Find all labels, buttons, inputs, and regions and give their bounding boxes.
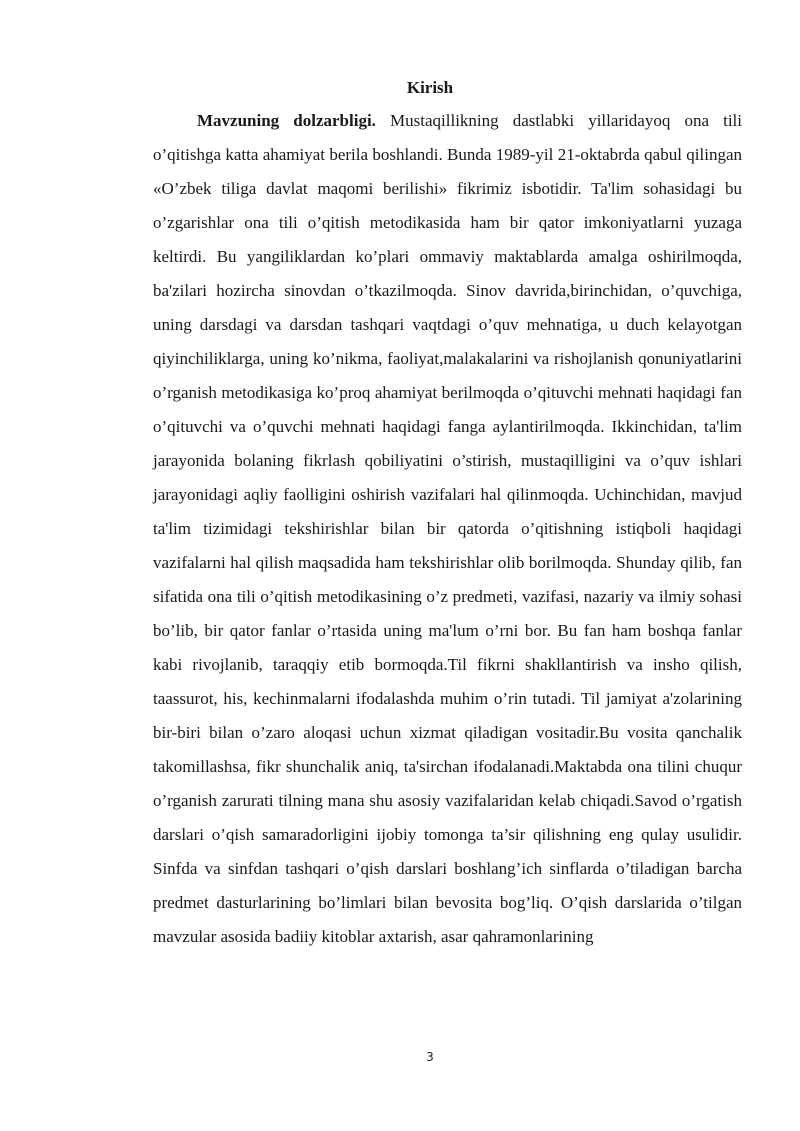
paragraph <box>153 104 742 954</box>
lead-heading: Mavzuning dolzarbligi. <box>197 111 376 130</box>
page-number: 3 <box>426 1050 434 1064</box>
body-text <box>153 104 742 954</box>
paragraph-text: Mustaqillikning dastlabki yillaridayoq ona tili o’qitishga katta ahamiyat berila boshlandi. Bunda 1989-yil 21-oktabrda qabul qilingan «O’zbek tiliga davlat maqomi berilishi» fikrimiz isbotidir. Ta'lim sohasidagi bu o’zgarishlar ona tili o’qitish metodikasida ham bir qator imkoniyatlarni yuzaga keltirdi. Bu yangiliklardan ko’plari ommaviy maktablarda amalga oshirilmoqda, ba'zilari hozircha sinovdan o’tkazilmoqda. Sinov davrida,birinchidan, o’quvchiga, uning darsdagi va darsdan tashqari vaqtdagi o’quv mehnatiga, u duch kelayotgan qiyinchiliklarga, uning ko’nikma, faoliyat,malakalarini va rishojlanish qonuniyatlarini o’rganish metodikasiga ko’proq ahamiyat berilmoqda o’qituvchi mehnati haqidagi fan o’qituvchi va o’quvchi mehnati haqidagi fanga aylantirilmoqda. Ikkinchidan, ta'lim jarayonida bolaning fikrlash qobiliyatini o’stirish, mustaqilligini va o’quv ishlari jarayonidagi aqliy faolligini oshirish vazifalari hal qilinmoqda. Uchinchidan, mavjud ta'lim tizimidagi tekshirishlar bilan bir qatorda o’qitishning istiqboli haqidagi vazifalarni hal qilish maqsadida ham tekshirishlar olib borilmoqda. Shunday qilib, fan sifatida ona tili o’qitish metodikasining o’z predmeti, vazifasi, nazariy va ilmiy sohasi bo’lib, bir qator fanlar o’rtasida uning ma'lum o’rni bor. Bu fan ham boshqa fanlar kabi rivojlanib, taraqqiy etib bormoqda.Til fikrni shakllantirish va insho qilish, taassurot, his, kechinmalarni ifodalashda muhim o’rin tutadi. Til jamiyat a'zolarining bir-biri bilan o’zaro aloqasi uchun xizmat qiladigan vositadir.Bu vosita qanchalik takomillashsa, fikr shunchalik aniq, ta'sirchan ifodalanadi.Maktabda ona tilini chuqur o’rganish zarurati tilning mana shu asosiy vazifalaridan kelab chiqadi.Savod o’rgatish darslari o’qish samaradorligini ijobiy tomonga ta’sir qilishning eng qulay usulidir. Sinfda va sinfdan tashqari o’qish darslari boshlang’ich sinflarda o’tiladigan barcha predmet dasturlarining bo’limlari bilan bevosita bog’liq. O’qish darslarida o’tilgan mavzular asosida badiiy kitoblar axtarish, asar qahramonlarining <box>153 111 742 946</box>
section-title: Kirish <box>406 78 454 97</box>
